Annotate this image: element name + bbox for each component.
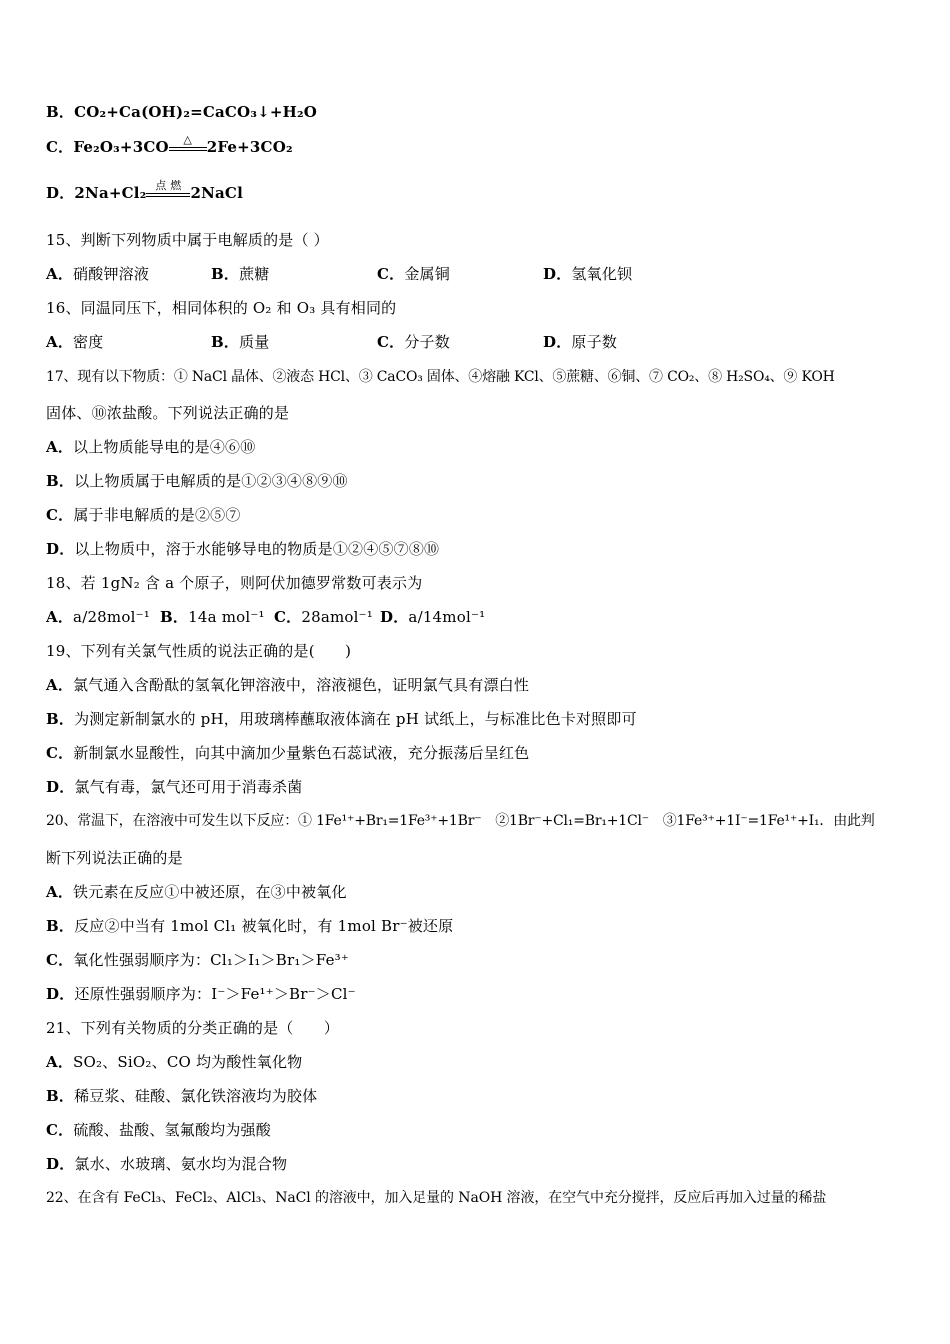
q21-option-c[interactable]: C．硫酸、盐酸、氢氟酸均为强酸 xyxy=(46,1121,271,1139)
q17-option-d[interactable]: D．以上物质中，溶于水能够导电的物质是①②④⑤⑦⑧⑩ xyxy=(46,540,440,558)
q16-options xyxy=(46,332,617,352)
q18-stem: 18、若 1gN₂ 含 a 个原子，则阿伏加德罗常数可表示为 xyxy=(46,574,423,592)
option-a[interactable]: A．a/28mol⁻¹ xyxy=(46,608,150,626)
q17-stem-line2: 固体、⑩浓盐酸。下列说法正确的是 xyxy=(46,404,290,422)
q15-stem: 15、判断下列物质中属于电解质的是（ ） xyxy=(46,231,329,249)
option-c[interactable]: C．金属铜 xyxy=(377,265,450,283)
q17-option-a[interactable]: A．以上物质能导电的是④⑥⑩ xyxy=(46,438,256,456)
q19-option-c[interactable]: C．新制氯水显酸性，向其中滴加少量紫色石蕊试液，充分振荡后呈红色 xyxy=(46,744,530,762)
option-c[interactable]: C．分子数 xyxy=(377,333,450,351)
q20-option-b[interactable]: B．反应②中当有 1mol Cl₁ 被氧化时，有 1mol Br⁻被还原 xyxy=(46,917,454,935)
option-b[interactable]: B．14a mol⁻¹ xyxy=(160,608,265,626)
q22-stem: 22、在含有 FeCl₃、FeCl₂、AlCl₃、NaCl 的溶液中，加入足量的 NaOH 溶液，在空气中充分搅拌，反应后再加入过量的稀盐 xyxy=(46,1190,827,1206)
option-b[interactable]: B．蔗糖 xyxy=(211,265,270,283)
option-letter: C． xyxy=(46,138,74,156)
q20-stem-line2: 断下列说法正确的是 xyxy=(46,849,183,867)
q21-stem: 21、下列有关物质的分类正确的是（ ） xyxy=(46,1019,340,1037)
option-b[interactable]: B．质量 xyxy=(211,333,270,351)
q14-option-b xyxy=(46,102,317,122)
equation-right: 2Fe+3CO₂ xyxy=(206,138,293,156)
q19-option-a[interactable]: A．氯气通入含酚酞的氢氧化钾溶液中，溶液褪色，证明氯气具有漂白性 xyxy=(46,676,530,694)
heat-symbol: △ xyxy=(183,133,193,146)
q21-option-d[interactable]: D．氯水、水玻璃、氨水均为混合物 xyxy=(46,1155,288,1173)
q17-option-c[interactable]: C．属于非电解质的是②⑤⑦ xyxy=(46,506,241,524)
q17-stem-line1: 17、现有以下物质：① NaCl 晶体、②液态 HCl、③ CaCO₃ 固体、④熔融 KCl、⑤蔗糖、⑥铜、⑦ CO₂、⑧ H₂SO₄、⑨ KOH xyxy=(46,369,835,385)
equation-left: Fe₂O₃+3CO xyxy=(73,138,169,156)
option-a[interactable]: A．硝酸钾溶液 xyxy=(46,265,150,283)
equation-right: 2NaCl xyxy=(190,184,243,202)
q16-stem: 16、同温同压下，相同体积的 O₂ 和 O₃ 具有相同的 xyxy=(46,299,397,317)
q19-stem: 19、下列有关氯气性质的说法正确的是( ) xyxy=(46,642,352,660)
option-d[interactable]: D．原子数 xyxy=(543,333,618,351)
option-d[interactable]: D．氢氧化钡 xyxy=(543,265,633,283)
reaction-condition xyxy=(169,133,207,158)
q15-options xyxy=(46,264,632,284)
q20-option-a[interactable]: A．铁元素在反应①中被还原，在③中被氧化 xyxy=(46,883,347,901)
equals-bar xyxy=(169,147,207,151)
option-a[interactable]: A．密度 xyxy=(46,333,104,351)
q18-options xyxy=(46,607,485,627)
equals-bar xyxy=(146,193,190,197)
option-d[interactable]: D．a/14mol⁻¹ xyxy=(380,608,486,626)
q14-option-c xyxy=(46,133,293,158)
equation-left: 2Na+Cl₂ xyxy=(74,184,147,202)
reaction-condition xyxy=(146,179,190,204)
q21-option-b[interactable]: B．稀豆浆、硅酸、氯化铁溶液均为胶体 xyxy=(46,1087,318,1105)
option-letter: D． xyxy=(46,184,75,202)
q21-option-a[interactable]: A．SO₂、SiO₂、CO 均为酸性氧化物 xyxy=(46,1053,303,1071)
q19-option-d[interactable]: D．氯气有毒，氯气还可用于消毒杀菌 xyxy=(46,778,303,796)
option-letter: B． xyxy=(46,103,75,121)
option-c[interactable]: C．28amol⁻¹ xyxy=(274,608,373,626)
q19-option-b[interactable]: B．为测定新制氯水的 pH，用玻璃棒蘸取液体滴在 pH 试纸上，与标准比色卡对照即可 xyxy=(46,710,637,728)
q14-option-d xyxy=(46,179,243,204)
equation: CO₂+Ca(OH)₂=CaCO₃↓+H₂O xyxy=(74,103,318,121)
q20-stem-line1: 20、常温下，在溶液中可发生以下反应：① 1Fe¹⁺+Br₁=1Fe³⁺+1Br⁻ ②1Br⁻+Cl₁=Br₁+1Cl⁻ ③1Fe³⁺+1I⁻=1Fe¹⁺+I₁．由此判 xyxy=(46,813,875,829)
q20-option-d[interactable]: D．还原性强弱顺序为：I⁻＞Fe¹⁺＞Br⁻＞Cl⁻ xyxy=(46,985,356,1003)
ignite-label: 点 燃 xyxy=(155,179,182,192)
q20-option-c[interactable]: C．氧化性强弱顺序为：Cl₁＞I₁＞Br₁＞Fe³⁺ xyxy=(46,951,349,969)
q17-option-b[interactable]: B．以上物质属于电解质的是①②③④⑧⑨⑩ xyxy=(46,472,348,490)
